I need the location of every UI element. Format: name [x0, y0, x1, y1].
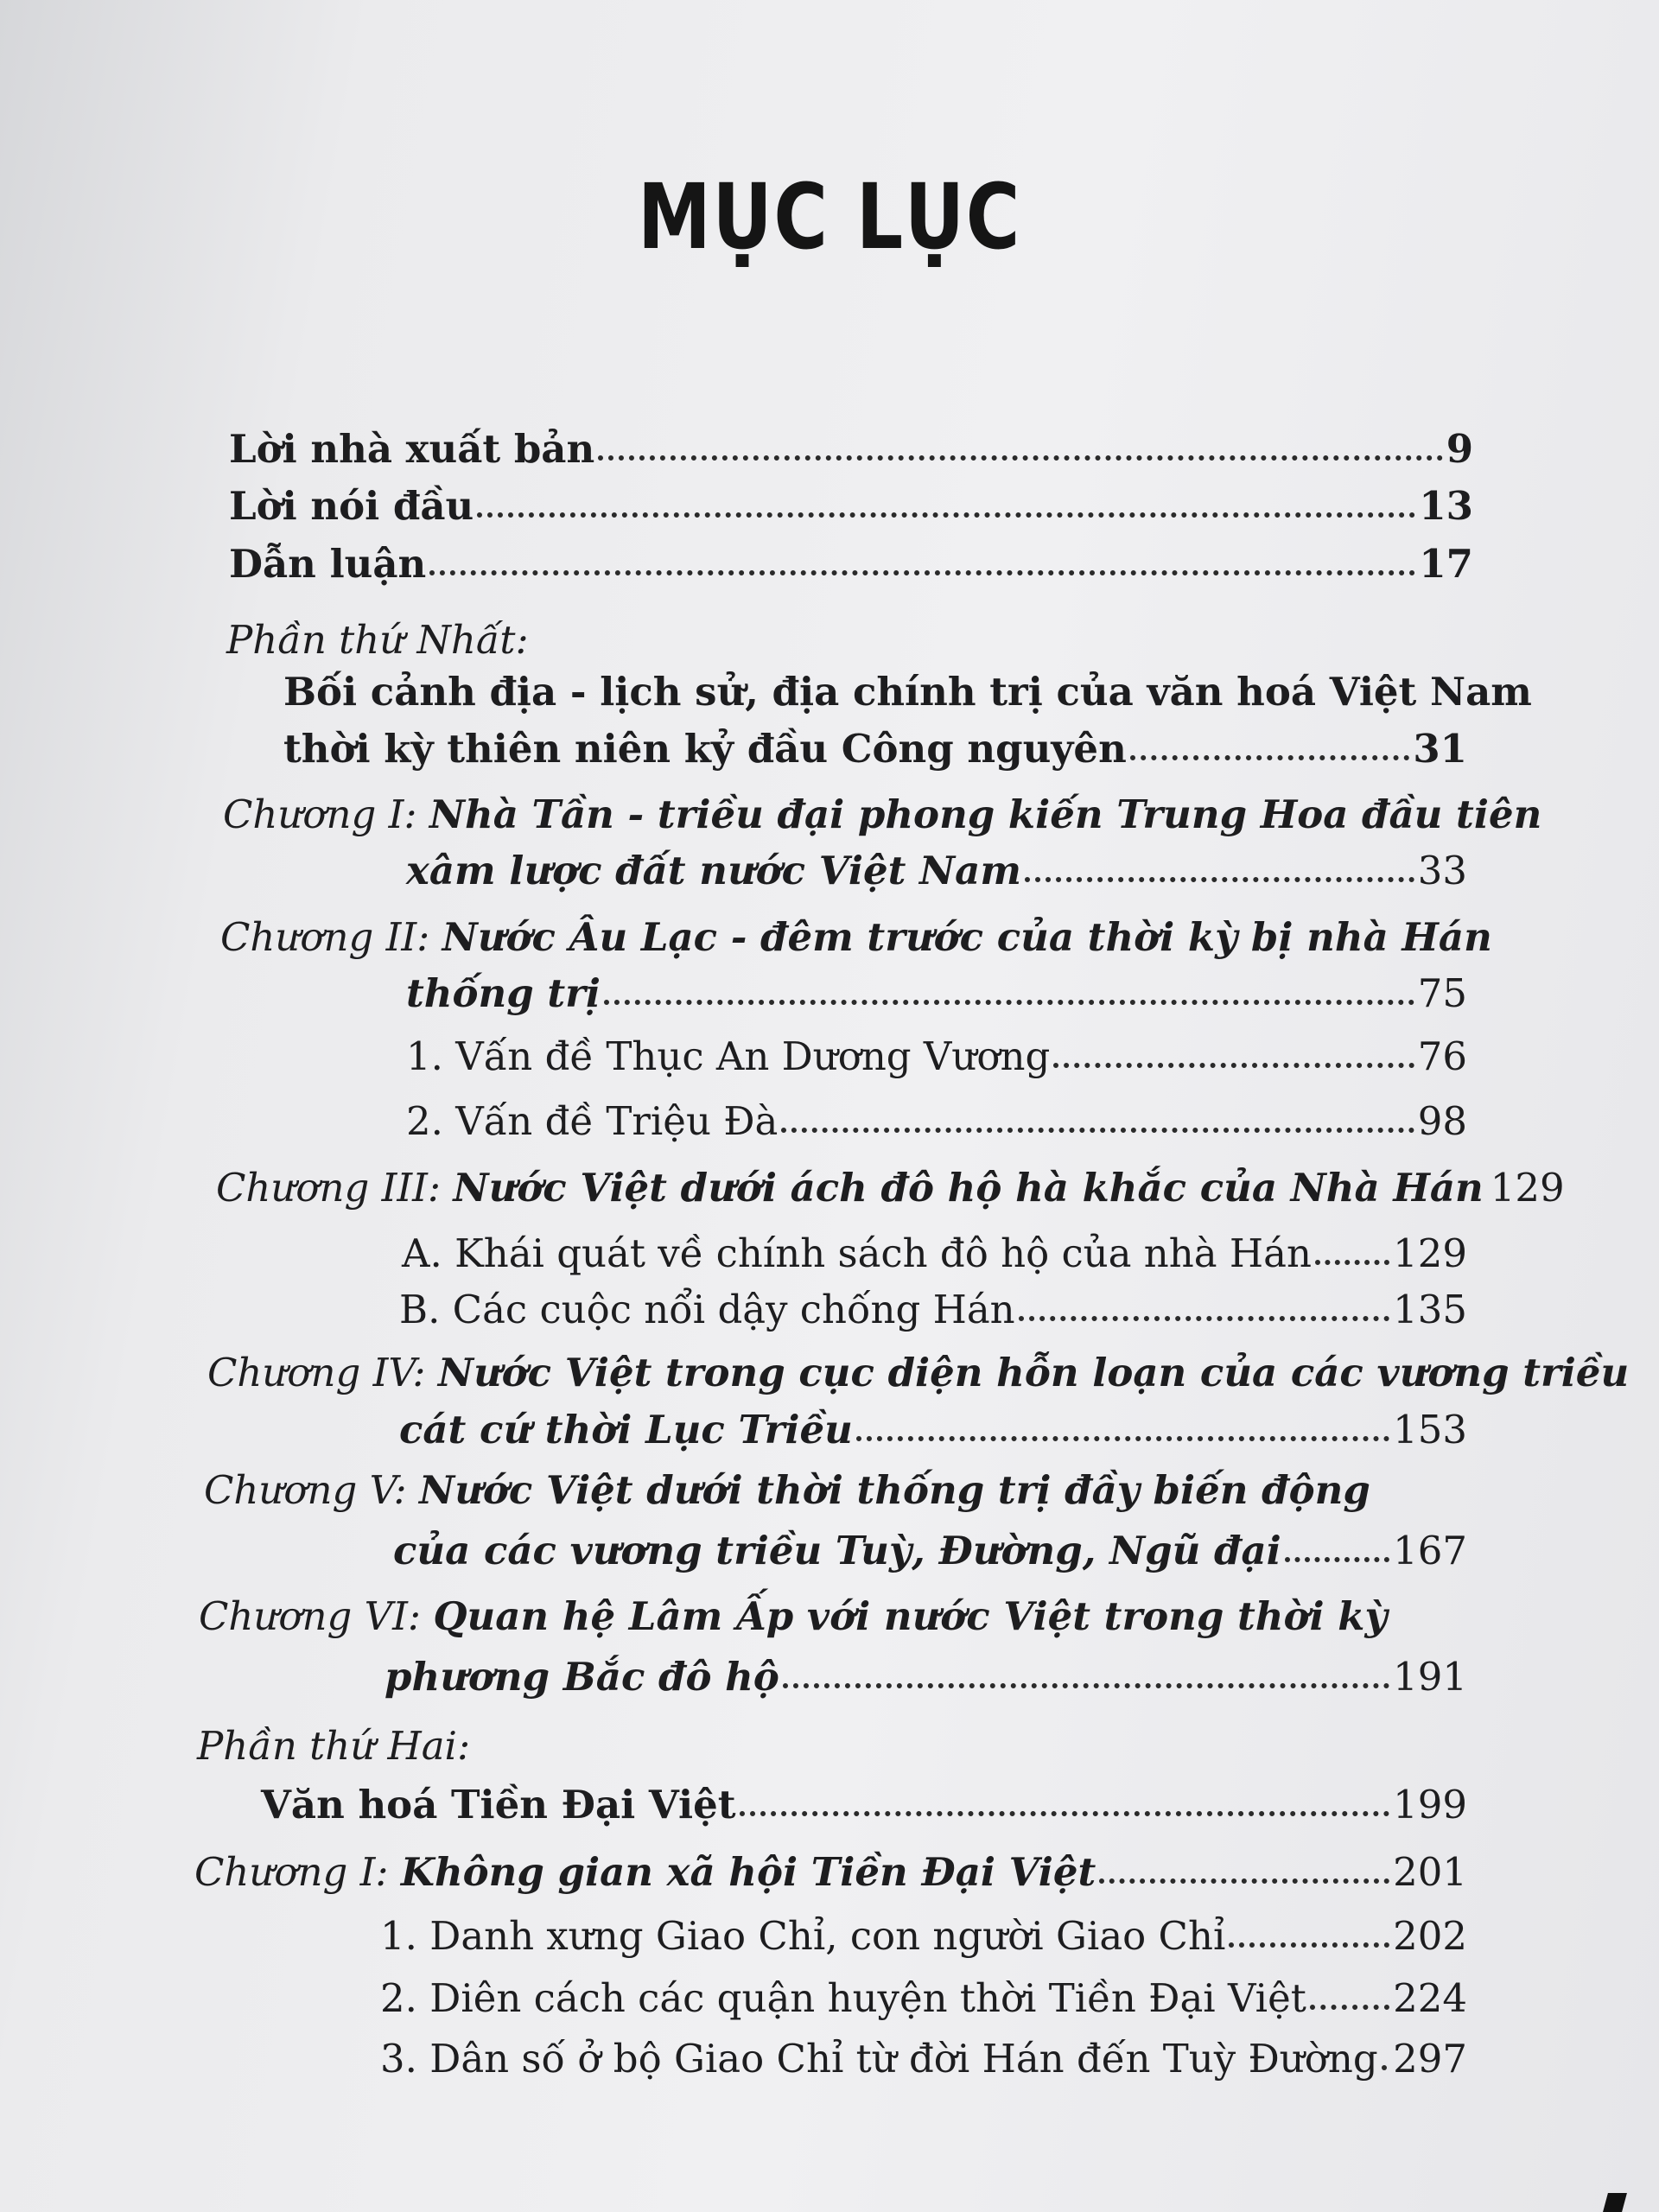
- chapter-prefix: Chương III:: [216, 1165, 442, 1211]
- chapter-line: [204, 1467, 1370, 1513]
- toc-entry-page: 33: [1417, 848, 1467, 893]
- section-label: 2. Vấn đề Triệu Đà: [406, 1098, 779, 1144]
- leader-dots: [604, 1000, 1414, 1005]
- chapter-title: Quan hệ Lâm Ấp với nước Việt trong thời kỳ: [433, 1593, 1388, 1639]
- toc-entry-page: 191: [1393, 1654, 1467, 1700]
- chapter-title: Nước Âu Lạc - đêm trước của thời kỳ bị nhà Hán: [442, 914, 1492, 960]
- leader-dots: [1285, 1557, 1389, 1562]
- leader-dots: [477, 512, 1415, 518]
- chapter-line: [220, 914, 1492, 960]
- toc-entry-label: cát cứ thời Lục Triều: [399, 1407, 853, 1452]
- section-page: 76: [1417, 1033, 1467, 1079]
- chapter-prefix: Chương IV:: [207, 1350, 426, 1395]
- part-heading: Phần thứ Hai:: [197, 1723, 471, 1769]
- toc-entry-page: 201: [1393, 1849, 1467, 1895]
- chapter-title: Nước Việt dưới ách đô hộ hà khắc của Nhà Hán: [453, 1165, 1484, 1211]
- leader-dots: [781, 1128, 1414, 1133]
- toc-entry-label: thống trị: [406, 970, 601, 1016]
- toc-entry-page: 75: [1417, 970, 1467, 1016]
- leader-dots: [1310, 2005, 1389, 2010]
- toc-section: [406, 1098, 1467, 1144]
- leader-dots: [740, 1811, 1390, 1816]
- toc-entry-label: Lời nhà xuất bản: [229, 426, 595, 472]
- toc-entry: [385, 1654, 1467, 1700]
- section-label: 1. Danh xưng Giao Chỉ, con người Giao Chỉ: [380, 1913, 1226, 1959]
- toc-entry: [229, 541, 1473, 587]
- toc-entry-label: xâm lược đất nước Việt Nam: [406, 848, 1021, 893]
- leader-dots: [1315, 1260, 1389, 1265]
- chapter-title: Nước Việt dưới thời thống trị đầy biến động: [419, 1467, 1370, 1513]
- chapter-line: [223, 791, 1542, 837]
- toc-entry: [216, 1165, 1565, 1211]
- chapter-line: [199, 1593, 1388, 1639]
- section-page: 297: [1393, 2036, 1467, 2082]
- leader-dots: [856, 1436, 1389, 1441]
- toc-entry: [229, 426, 1473, 472]
- section-page: 202: [1393, 1913, 1467, 1959]
- toc-entry-page: 17: [1419, 541, 1473, 587]
- toc-entry-label: của các vương triều Tuỳ, Đường, Ngũ đại: [393, 1528, 1281, 1573]
- leader-dots: [429, 570, 1415, 575]
- toc-entry-page: 199: [1393, 1782, 1467, 1827]
- leader-dots: [783, 1683, 1389, 1688]
- toc-entry: [194, 1849, 1467, 1895]
- toc-entry: [406, 970, 1467, 1016]
- section-page: 98: [1417, 1098, 1467, 1144]
- section-label: 3. Dân số ở bộ Giao Chỉ từ đời Hán đến Tuỳ Đường: [380, 2036, 1378, 2082]
- toc-entry-label: Văn hoá Tiền Đại Việt: [261, 1782, 736, 1827]
- chapter-prefix: Chương VI:: [199, 1593, 422, 1639]
- toc-entry: [393, 1528, 1467, 1573]
- toc-entry-label: Lời nói đầu: [229, 483, 474, 529]
- chapter-prefix: Chương I:: [194, 1849, 389, 1895]
- section-label: 2. Diên cách các quận huyện thời Tiền Đại Việt: [380, 1975, 1306, 2021]
- section-label: 1. Vấn đề Thục An Dương Vương: [406, 1033, 1051, 1079]
- toc-entry-page: 153: [1393, 1407, 1467, 1452]
- part-heading: Phần thứ Nhất:: [226, 617, 529, 663]
- chapter-prefix: Chương II:: [220, 914, 430, 960]
- toc-entry-page: 129: [1490, 1165, 1565, 1211]
- page-title: MỤC LỤC: [637, 164, 1022, 270]
- chapter-line: [216, 1165, 1484, 1211]
- part-title-line: Bối cảnh địa - lịch sử, địa chính trị của văn hoá Việt Nam: [283, 669, 1532, 715]
- toc-entry-page: 13: [1419, 483, 1473, 529]
- toc-entry: [406, 848, 1467, 893]
- chapter-prefix: Chương V:: [204, 1467, 407, 1513]
- toc-entry-label: thời kỳ thiên niên kỷ đầu Công nguyên: [283, 726, 1127, 772]
- toc-section: [406, 1033, 1467, 1079]
- toc-entry: [283, 726, 1467, 772]
- section-label: A. Khái quát về chính sách đô hộ của nhà Hán: [402, 1230, 1312, 1276]
- leader-dots: [1130, 755, 1410, 760]
- leader-dots: [1019, 1316, 1389, 1321]
- chapter-prefix: Chương I:: [223, 791, 417, 837]
- toc-section: [380, 1913, 1467, 1959]
- toc-section: [402, 1230, 1467, 1276]
- leader-dots: [1025, 877, 1414, 882]
- toc-entry-label: Dẫn luận: [229, 541, 427, 587]
- toc-entry-page: 9: [1446, 426, 1473, 472]
- chapter-line: [207, 1350, 1630, 1395]
- toc-entry-page: 31: [1413, 726, 1467, 772]
- section-page: 129: [1393, 1230, 1467, 1276]
- toc-entry: [399, 1407, 1467, 1452]
- toc-entry-label: phương Bắc đô hộ: [385, 1654, 779, 1700]
- toc-section: [380, 1975, 1467, 2021]
- chapter-title: Nước Việt trong cục diện hỗn loạn của các vương triều: [437, 1350, 1630, 1395]
- section-page: 135: [1393, 1287, 1467, 1332]
- leader-dots: [598, 455, 1443, 461]
- leader-dots: [1382, 2065, 1389, 2070]
- toc-section: [380, 2036, 1467, 2082]
- toc-entry: [261, 1782, 1467, 1827]
- leader-dots: [1229, 1942, 1389, 1948]
- chapter-title: Nhà Tần - triều đại phong kiến Trung Hoa đầu tiên: [429, 791, 1542, 837]
- toc-section: [399, 1287, 1467, 1332]
- section-page: 224: [1393, 1975, 1467, 2021]
- chapter-line: [194, 1849, 1096, 1895]
- toc-entry-page: 167: [1393, 1528, 1467, 1573]
- section-label: B. Các cuộc nổi dậy chống Hán: [399, 1287, 1015, 1332]
- leader-dots: [1099, 1878, 1389, 1884]
- chapter-title: Không gian xã hội Tiền Đại Việt: [400, 1849, 1096, 1895]
- leader-dots: [1053, 1063, 1414, 1068]
- toc-entry: [229, 483, 1473, 529]
